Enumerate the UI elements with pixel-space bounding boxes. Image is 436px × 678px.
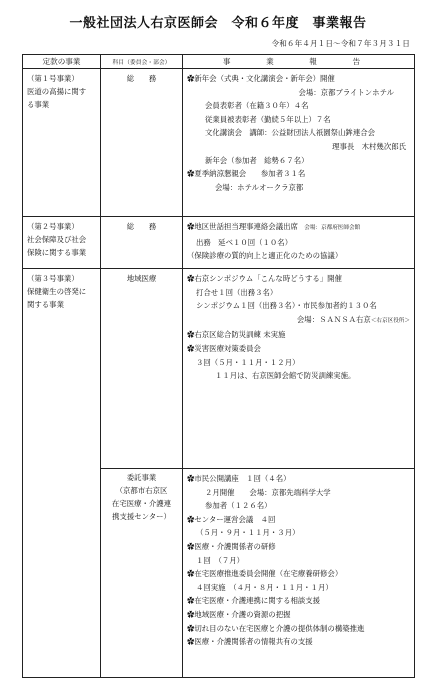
project-line: 医道の高揚に関す [27,87,87,96]
report-line: 新年会（参加者 総勢６７名） [205,155,309,165]
report-line: ✿右京シンポジウム「こんな時どうする」開催 [187,274,342,283]
project-line: 保健衛生の啓発に [27,287,87,296]
project-line: 保険に関する事業 [27,248,87,257]
report-line: ✿地域医療・介護の資源の把握 [187,609,291,619]
subject-line: 在宅医療・介護連 [111,499,172,508]
header-project: 定款の事業 [23,55,101,69]
report-line: 会場：ホテルオークラ京都 [215,182,304,192]
report-venue: 会場：京都府医師会館 [304,225,361,231]
report-line: 参加者（１２６名） [205,501,272,511]
subject-line: （京都市右京区 [115,486,168,495]
report-line [187,220,410,236]
report-line: ✿災害医療対策委員会 [187,343,261,353]
report-cell [183,217,415,269]
report-line: 文化講演会 講師：公益財団法人祇園祭山鉾連合会 [205,128,375,138]
subject-cell [101,469,183,678]
report-line: 会員表彰者（在籍３０年）４名 [205,101,309,111]
subject-cell [101,69,183,217]
project-line: （第３号事業） [27,274,79,283]
report-line: ✿医療・介護関係者の情報共有の支援 [187,637,313,647]
report-line: ２月開催 会場：京都先端科学大学 [205,487,331,497]
report-line: 従業員被表彰者（勤続５年以上）７名 [205,114,331,124]
subject-line: 委託事業 [126,473,157,482]
subject-line: 地域医療 [126,274,157,283]
report-line: ✿医療・介護関係者の研修 [187,541,276,551]
project-cell [23,69,101,217]
report-cell [183,269,415,469]
report-line: １１月は、右京医師会館で防災訓練実施。 [215,371,356,381]
report-line: （保険診療の質的向上と適正化のための協議） [187,251,343,261]
report-line: ✿右京区総合防災訓練 未実施 [187,330,286,340]
report-line: ✿市民公開講座 １回（４名） [187,474,291,483]
subject-line: 総 務 [126,222,157,231]
report-line: 理事長 木村幾次郎氏 [332,141,406,151]
project-line: （第２号事業） [27,222,79,231]
report-text: ✿地区世話担当理事連絡会議出席 [187,222,298,231]
report-venue: 会場：ＳＡＮＳＡ右京 [296,314,371,324]
header-subject: 科目（委員会・部会） [101,55,183,69]
table-row [23,217,415,269]
document-title: 一般社団法人右京医師会 令和６年度 事業報告 [69,16,367,31]
report-line: １回 （７月） [196,555,245,565]
project-line: る事業 [27,100,50,109]
report-line: ✿切れ目のない在宅医療と介護の提供体制の構築推進 [187,623,365,633]
report-line: （５月・９月・１１月・３月） [196,528,300,538]
report-line [187,313,410,329]
project-line: 関する事業 [27,300,64,309]
report-table [22,54,415,678]
table-row [23,69,415,217]
report-line: 出務 延べ１０回（１０名） [196,237,293,247]
report-line: ３回（５月・１１月・１２月） [196,357,300,367]
report-line: ✿夏季納涼懇親会 参加者３１名 [187,169,306,179]
report-line: 会場：京都ブライトンホテル [298,87,394,97]
project-line: （第１号事業） [27,74,79,83]
project-line: 社会保障及び社会 [27,235,87,244]
report-line: ✿新年会（式典・文化講演会・新年会）開催 [187,74,335,83]
report-line: ✿在宅医療・介護連携に関する相談支援 [187,596,321,606]
project-cell [23,217,101,269]
report-venue-note: ＜右京区役所＞ [370,317,410,324]
report-line: 打合せ１回（出務３名） [196,287,278,297]
report-cell [183,469,415,678]
report-period: 令和６年４月１日～令和７年３月３１日 [271,39,410,48]
report-cell [183,69,415,217]
project-cell [23,269,101,678]
subject-cell [101,269,183,469]
header-row [23,55,415,69]
subject-line: 総 務 [126,74,157,83]
table-row [23,269,415,469]
report-line: ✿センター運営会議 ４回 [187,514,276,524]
header-report: 事 業 報 告 [183,55,415,69]
report-line: ４回実施 （４月・８月・１１月・１月） [196,582,333,592]
subject-line: 携支援センター） [112,512,171,521]
report-line: ✿在宅医療推進委員会開催（在宅療養研修会） [187,569,343,579]
subject-cell [101,217,183,269]
report-line: シンポジウム１回（出務３名）・市民参加者約１３０名 [196,301,377,311]
